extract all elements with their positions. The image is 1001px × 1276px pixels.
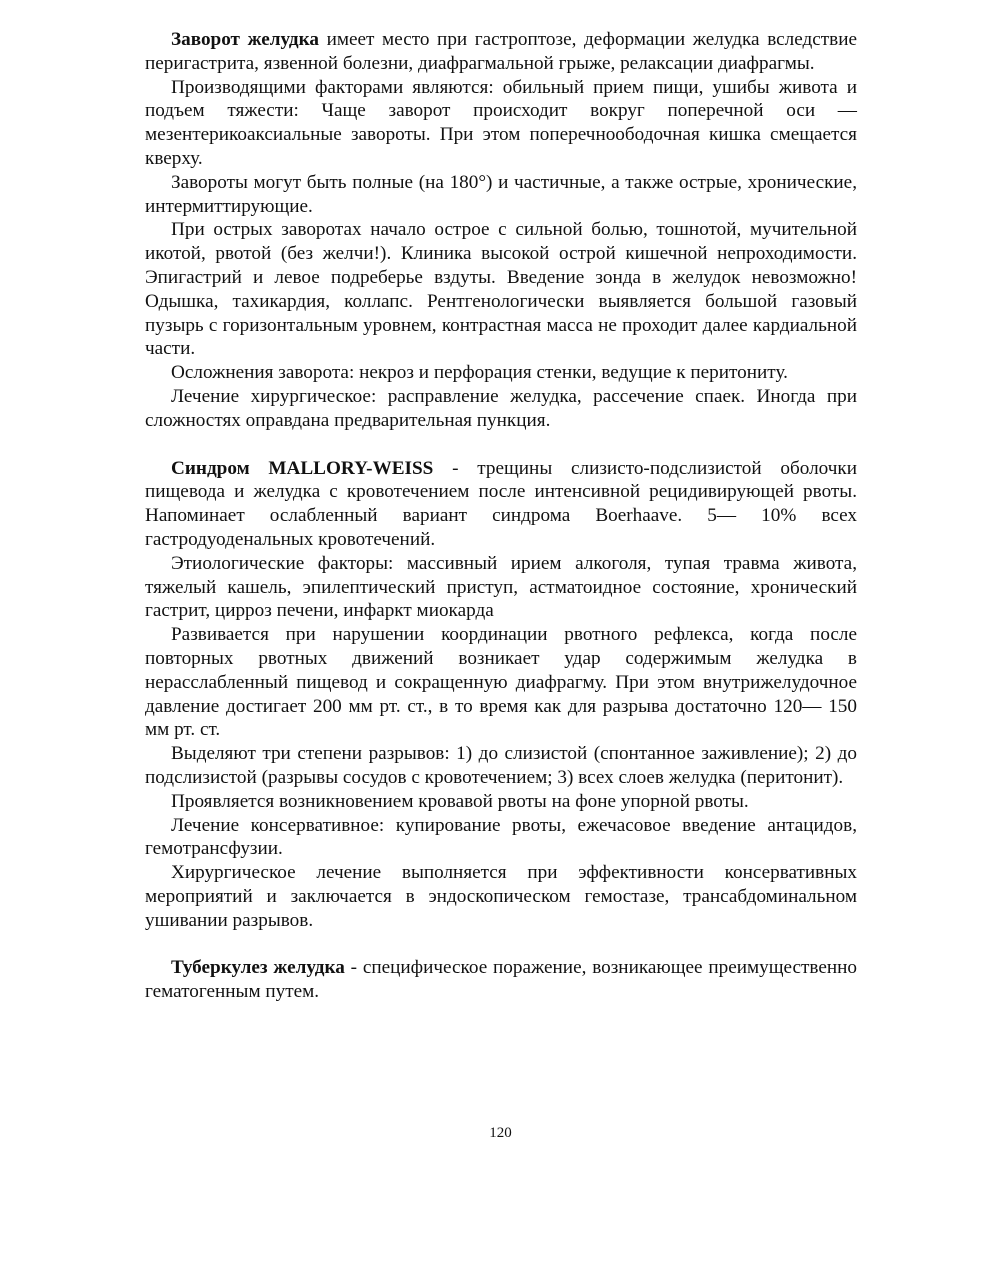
paragraph-volvulus-treatment [145,385,857,433]
paragraph-text: Завороты могут быть полные (на 180°) и частичные, а также острые, хронические, интермиттирующие. [145,171,857,217]
paragraph-mallory-weiss-etiology [145,552,857,623]
paragraph-volvulus-types [145,171,857,219]
paragraph-mallory-weiss-conservative [145,814,857,862]
paragraph-text: Осложнения заворота: некроз и перфорация стенки, ведущие к перитониту. [171,362,788,384]
paragraph-mallory-weiss-pathogenesis [145,623,857,742]
paragraph-text: При острых заворотах начало острое с сильной болью, тошнотой, мучительной икотой, рвотой (без желчи!). Клиника высокой острой кишечной непроходимости. Эпигастрий и левое подреберье вздуты. Введение зонда в желудок невозможно! Одышка, тахикардия, коллапс. Рентгенологически выявляется большой газовый пузырь с горизонтальным уровнем, контрастная масса не проходит далее кардиальной части. [145,219,857,360]
paragraph-text: Проявляется возникновением кровавой рвоты на фоне упорной рвоты. [171,790,749,812]
paragraph-text: Развивается при нарушении координации рвотного рефлекса, когда после повторных рвотных движений возникает удар содержимым желудка в нерасслабленный пищевод и сокращенную диафрагму. При этом внутрижелудочное давление достигает 200 мм рт. ст., в то время как для разрыва достаточно 120— 150 мм рт. ст. [145,624,857,741]
paragraph-text: Лечение консервативное: купирование рвоты, ежечасовое введение антацидов, гемотрансфузии. [145,814,857,860]
paragraph-text: Производящими факторами являются: обильный прием пищи, ушибы живота и подъем тяжести: Чаще заворот происходит вокруг поперечной оси — мезентерикоаксиальные завороты. При этом поперечноободочная кишка смещается кверху. [145,76,857,169]
paragraph-text: - специфическое поражение, возникающее преимущественно гематогенным путем. [145,957,857,1003]
paragraph-tuberculosis-intro [145,956,857,1004]
paragraph-text: - трещины слизисто-подслизистой оболочки пищевода и желудка с кровотечением после интенсивной рецидивирующей рвоты. Напоминает ослабленный вариант синдрома Boerhaave. 5— 10% всех гастродуоденальных кровотечений. [145,457,857,550]
page-number: 120 [489,1125,512,1141]
term-heading: Синдром MALLORY-WEISS [171,457,434,479]
paragraph-volvulus-complications [145,361,857,385]
paragraph-mallory-weiss-surgical [145,861,857,932]
term-heading: Заворот желудка [171,29,319,50]
paragraph-volvulus-causes [145,76,857,171]
paragraph-text: Выделяют три степени разрывов: 1) до слизистой (спонтанное заживление); 2) до подслизистой (разрывы сосудов с кровотечением; 3) всех слоев желудка (перитонит). [145,743,857,788]
paragraph-text: имеет место при гастроптозе, деформации желудка вследствие перигастрита, язвенной болезни, диафрагмальной грыже, релаксации диафрагмы. [145,29,858,74]
section-spacer [145,932,857,956]
paragraph-volvulus-intro [145,28,857,76]
paragraph-text: Этиологические факторы: массивный ирием алкоголя, тупая травма живота, тяжелый кашель, эпилептический приступ, астматоидное состояние, хронический гастрит, цирроз печени, инфаркт миокарда [145,552,857,622]
paragraph-mallory-weiss-signs [145,790,857,814]
section-spacer [145,433,857,457]
page-body [145,28,857,1004]
paragraph-text: Лечение хирургическое: расправление желудка, рассечение спаек. Иногда при сложностях оправдана предварительная пункция. [145,385,857,431]
paragraph-mallory-weiss-degrees [145,742,857,790]
paragraph-text: Хирургическое лечение выполняется при эффективности консервативных мероприятий и заключается в эндоскопическом гемостазе, трансабдоминальном ушивании разрывов. [145,862,857,931]
paragraph-volvulus-clinic [145,218,857,361]
paragraph-mallory-weiss-intro [145,457,857,552]
term-heading: Туберкулез желудка [171,957,345,979]
